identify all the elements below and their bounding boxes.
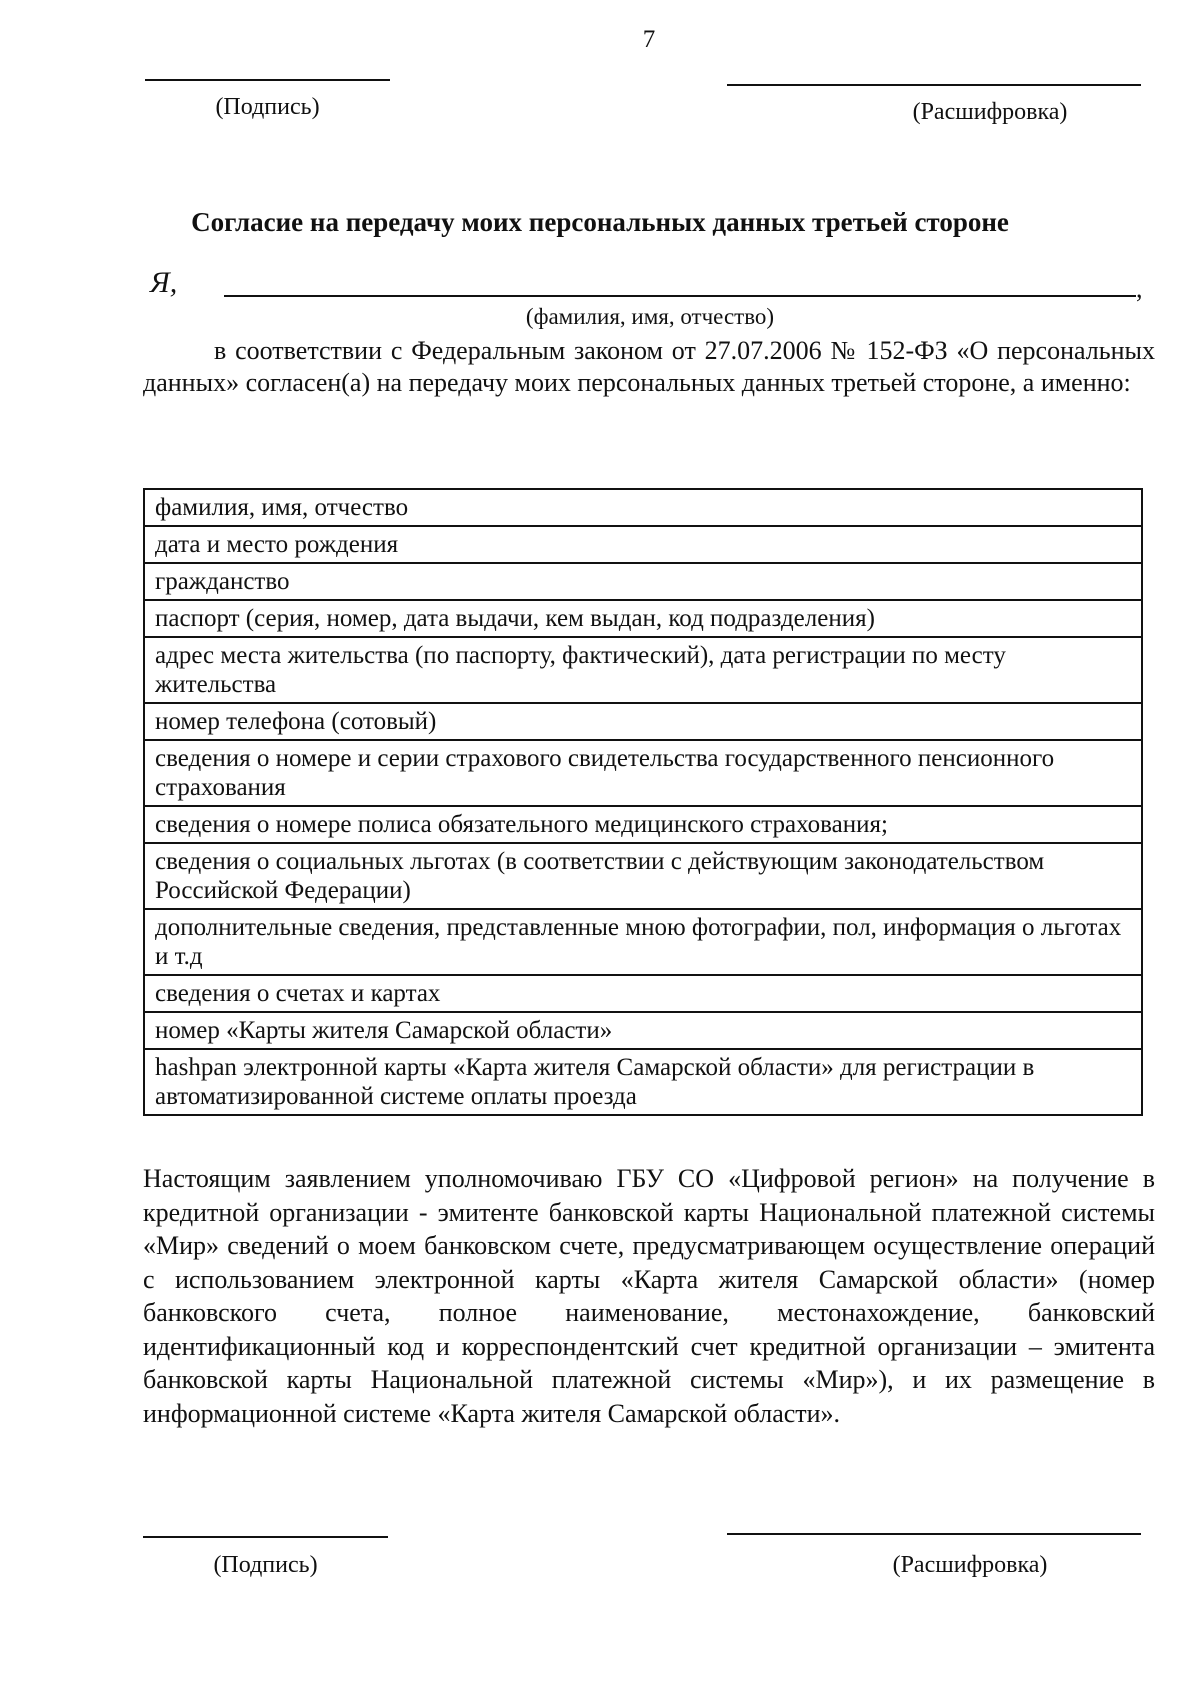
applicant-prefix: Я,: [150, 266, 178, 299]
data-item: дата и место рождения: [144, 526, 1142, 563]
top-signature-line[interactable]: [145, 79, 390, 81]
top-decoding-line[interactable]: [727, 84, 1141, 86]
table-row: [144, 740, 1142, 806]
data-item: фамилия, имя, отчество: [144, 489, 1142, 526]
data-item: сведения о номере полиса обязательного медицинского страхования;: [144, 806, 1142, 843]
data-item: hashpan электронной карты «Карта жителя Самарской области» для регистрации в автоматизированной системе оплаты проезда: [144, 1049, 1142, 1115]
table-row: [144, 975, 1142, 1012]
data-item: номер телефона (сотовый): [144, 703, 1142, 740]
intro-paragraph: в соответствии с Федеральным законом от 27.07.2006 № 152-ФЗ «О персональных данных» согласен(а) на передачу моих персональных данных третьей стороне, а именно:: [143, 336, 1155, 397]
table-row: [144, 489, 1142, 526]
data-item: сведения о счетах и картах: [144, 975, 1142, 1012]
authorization-paragraph: Настоящим заявлением уполномочиваю ГБУ СО «Цифровой регион» на получение в кредитной организации - эмитенте банковской карты Национальной платежной системы «Мир» сведений о моем банковском счете, предусматривающем осуществление операций с использованием электронной карты «Карта жителя Самарской области» (номер банковского счета, полное наименование, местонахождение, банковский идентификационный код и корреспондентский счет кредитной организации – эмитента банковской карты Национальной платежной системы «Мир»), и их размещение в информационной системе «Карта жителя Самарской области».: [143, 1164, 1155, 1428]
applicant-suffix: ,: [1136, 274, 1143, 303]
bottom-signature-line[interactable]: [143, 1536, 388, 1538]
data-item: сведения о номере и серии страхового свидетельства государственного пенсионного страхования: [144, 740, 1142, 806]
data-item: сведения о социальных льготах (в соответствии с действующим законодательством Российской Федерации): [144, 843, 1142, 909]
table-row: [144, 563, 1142, 600]
data-item: номер «Карты жителя Самарской области»: [144, 1012, 1142, 1049]
bottom-decoding-caption: (Расшифровка): [892, 1552, 1048, 1578]
applicant-name-caption: (фамилия, имя, отчество): [525, 304, 775, 329]
table-row: [144, 637, 1142, 703]
data-item: дополнительные сведения, представленные мною фотографии, пол, информация о льготах и т.д: [144, 909, 1142, 975]
personal-data-table: [143, 488, 1143, 1116]
applicant-name-field[interactable]: [224, 295, 1136, 297]
table-row: [144, 703, 1142, 740]
table-row: [144, 1049, 1142, 1115]
data-item: гражданство: [144, 563, 1142, 600]
top-signature-caption: (Подпись): [215, 94, 320, 120]
table-row: [144, 600, 1142, 637]
page-number: 7: [642, 26, 656, 53]
table-row: [144, 909, 1142, 975]
bottom-signature-caption: (Подпись): [213, 1552, 318, 1578]
data-item: адрес места жительства (по паспорту, фактический), дата регистрации по месту жительства: [144, 637, 1142, 703]
top-decoding-caption: (Расшифровка): [912, 99, 1068, 125]
table-row: [144, 843, 1142, 909]
table-row: [144, 806, 1142, 843]
bottom-decoding-line[interactable]: [727, 1533, 1141, 1535]
table-row: [144, 526, 1142, 563]
document-title: Согласие на передачу моих персональных данных третьей стороне: [191, 207, 1009, 237]
data-item: паспорт (серия, номер, дата выдачи, кем выдан, код подразделения): [144, 600, 1142, 637]
table-row: [144, 1012, 1142, 1049]
